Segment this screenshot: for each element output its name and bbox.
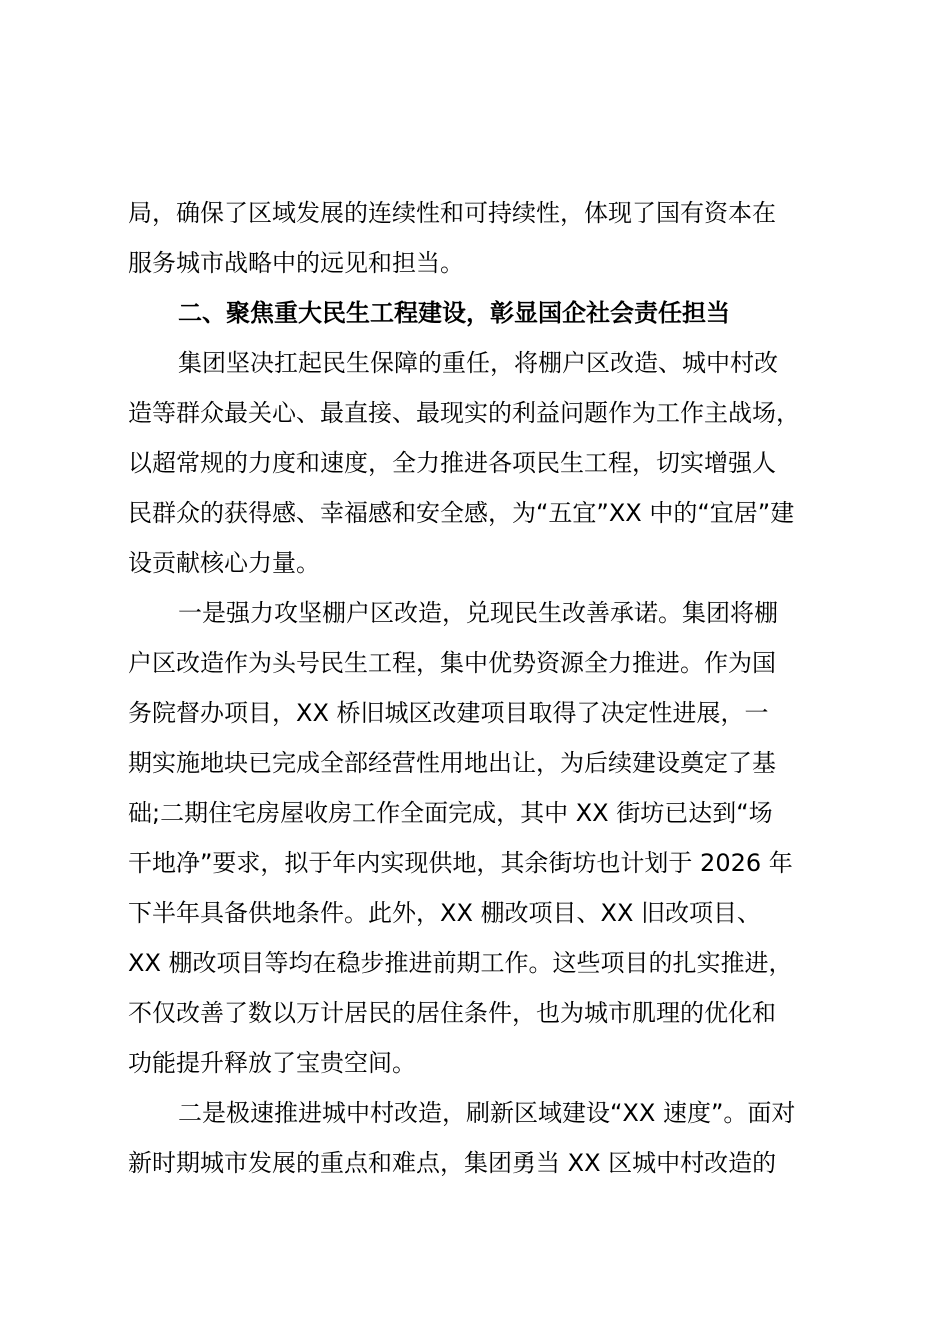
section-heading: 二、聚焦重大民生工程建设，彰显国企社会责任担当 xyxy=(178,299,730,327)
paragraph-line: 服务城市战略中的远见和担当。 xyxy=(128,249,464,277)
paragraph-line: 下半年具备供地条件。此外，XX 棚改项目、XX 旧改项目、 xyxy=(128,899,762,927)
paragraph-line: 户区改造作为头号民生工程，集中优势资源全力推进。作为国 xyxy=(128,649,776,677)
paragraph-line: 务院督办项目，XX 桥旧城区改建项目取得了决定性进展，一 xyxy=(128,699,769,727)
paragraph-line: 础;二期住宅房屋收房工作全面完成，其中 XX 街坊已达到“场 xyxy=(128,799,773,827)
paragraph-line: 民群众的获得感、幸福感和安全感，为“五宜”XX 中的“宜居”建 xyxy=(128,499,795,527)
paragraph-line: 造等群众最关心、最直接、最现实的利益问题作为工作主战场， xyxy=(128,399,800,427)
paragraph-line: XX 棚改项目等均在稳步推进前期工作。这些项目的扎实推进， xyxy=(128,949,793,977)
paragraph-line: 一是强力攻坚棚户区改造，兑现民生改善承诺。集团将棚 xyxy=(178,599,778,627)
paragraph-line: 局，确保了区域发展的连续性和可持续性，体现了国有资本在 xyxy=(128,199,776,227)
paragraph-line: 设贡献核心力量。 xyxy=(128,549,320,577)
paragraph-line: 二是极速推进城中村改造，刷新区域建设“XX 速度”。面对 xyxy=(178,1099,796,1127)
paragraph-line: 以超常规的力度和速度，全力推进各项民生工程，切实增强人 xyxy=(128,449,776,477)
paragraph-line: 干地净”要求，拟于年内实现供地，其余街坊也计划于 2026 年 xyxy=(128,849,793,877)
paragraph-line: 新时期城市发展的重点和难点，集团勇当 XX 区城中村改造的 xyxy=(128,1149,777,1177)
paragraph-line: 不仅改善了数以万计居民的居住条件，也为城市肌理的优化和 xyxy=(128,999,776,1027)
paragraph-line: 功能提升释放了宝贵空间。 xyxy=(128,1049,416,1077)
paragraph-line: 期实施地块已完成全部经营性用地出让，为后续建设奠定了基 xyxy=(128,749,776,777)
paragraph-line: 集团坚决扛起民生保障的重任，将棚户区改造、城中村改 xyxy=(178,349,778,377)
